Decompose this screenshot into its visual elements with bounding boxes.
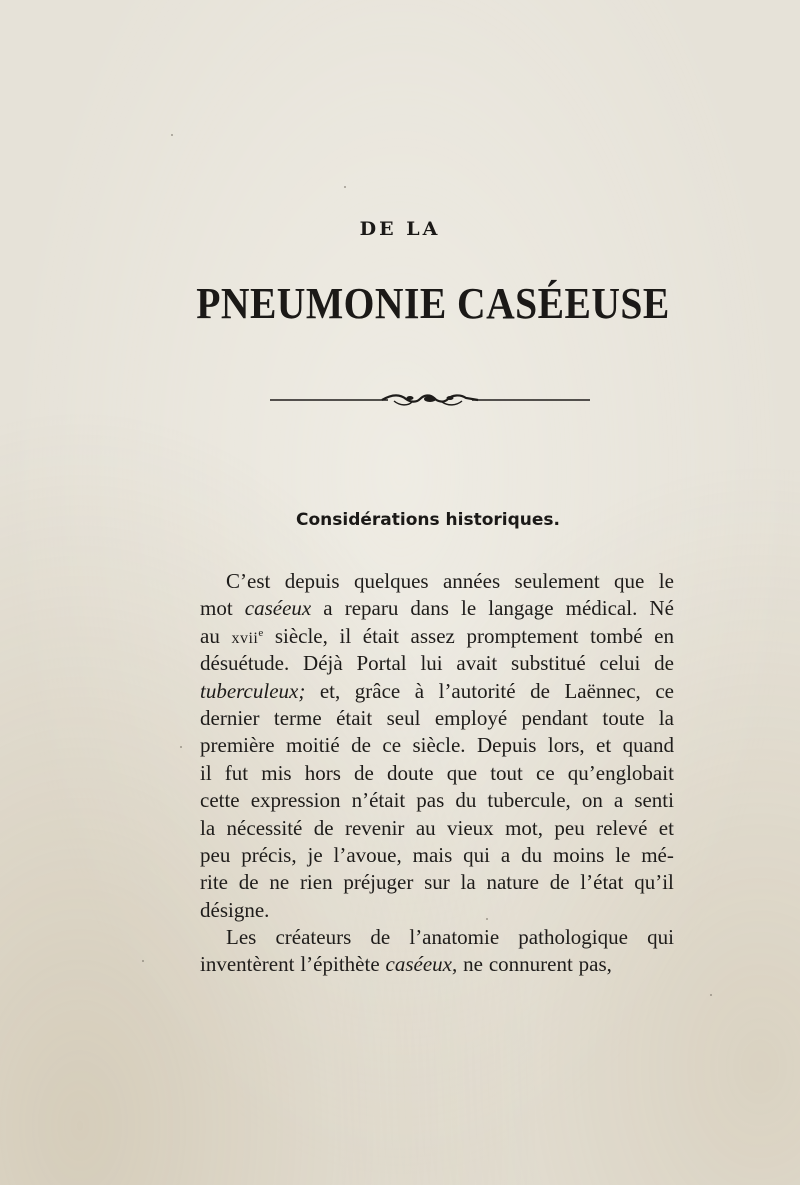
text-word: que xyxy=(614,569,645,593)
text-word: moins xyxy=(552,842,605,867)
text-word: de xyxy=(354,760,374,785)
text-word: a xyxy=(613,788,624,813)
text-word: créateurs xyxy=(275,925,352,950)
text-line xyxy=(200,678,674,705)
text-word: l’autorité xyxy=(438,678,516,703)
text-word: caséeux xyxy=(244,596,312,621)
text-word: lui xyxy=(420,651,443,676)
text-word: a xyxy=(323,596,333,621)
paper-speck xyxy=(171,134,173,136)
text-word: depuis xyxy=(284,569,340,593)
text-word: de xyxy=(238,870,259,895)
text-line xyxy=(200,842,674,869)
text-word: ce xyxy=(655,678,674,703)
text-word: mot, xyxy=(505,815,543,840)
text-word: du xyxy=(521,842,543,867)
text-word: on xyxy=(581,788,603,813)
text-word: toute xyxy=(602,705,645,730)
text-word: senti xyxy=(634,788,674,813)
paper-speck xyxy=(710,994,712,996)
text-word: Depuis xyxy=(476,733,537,758)
text-word: lors, xyxy=(547,733,585,758)
text-word: le xyxy=(461,596,477,621)
text-line xyxy=(200,650,674,677)
paper-speck xyxy=(180,746,182,748)
text-word: connurent xyxy=(488,952,573,977)
text-word: la xyxy=(460,870,476,895)
text-line xyxy=(200,897,674,924)
text-word: celui xyxy=(599,651,641,676)
text-word: seulement xyxy=(514,569,600,593)
text-word: quelques xyxy=(353,569,429,593)
text-word: rien xyxy=(299,870,333,895)
text-word: hors xyxy=(304,760,341,785)
text-word: le xyxy=(615,842,631,867)
ornament-rule-icon xyxy=(270,388,590,412)
text-word: moitié xyxy=(286,733,340,758)
text-word: dernier xyxy=(200,705,260,730)
text-word: l’anatomie xyxy=(409,925,500,950)
text-word: de xyxy=(313,815,334,840)
text-word: avait xyxy=(456,651,498,676)
text-word: Déjà xyxy=(303,651,343,676)
text-word: dans xyxy=(410,596,449,621)
text-word: était xyxy=(336,705,373,730)
text-word: quand xyxy=(622,733,674,758)
text-word: médical. xyxy=(565,596,638,621)
paper-speck xyxy=(142,960,144,962)
text-word: peu xyxy=(200,842,231,867)
text-word: et xyxy=(596,733,612,758)
text-word: pendant xyxy=(521,705,589,730)
paper-speck xyxy=(344,186,346,188)
text-word: préjuger xyxy=(343,870,414,895)
text-word: pathologique xyxy=(518,925,628,950)
body-text xyxy=(200,568,674,979)
text-word: l’épithète xyxy=(300,952,380,977)
text-word: siècle, xyxy=(274,623,328,648)
text-word: qu’il xyxy=(634,870,674,895)
text-word: de xyxy=(351,733,371,758)
header-main-title: PNEUMONIE CASÉEUSE xyxy=(196,279,670,328)
text-word: tubercule, xyxy=(487,788,571,813)
text-word: et, xyxy=(319,678,341,703)
text-word: employé xyxy=(434,705,508,730)
text-word: du xyxy=(455,788,477,813)
text-word: Portal xyxy=(356,651,407,676)
text-word: le xyxy=(658,569,674,593)
text-word: substitué xyxy=(511,651,586,676)
text-word: qu’englobait xyxy=(567,760,674,785)
text-word: tuberculeux; xyxy=(200,678,306,703)
text-word: Les xyxy=(226,925,257,950)
text-word: langage xyxy=(488,596,554,621)
text-word: de xyxy=(654,651,674,676)
text-line xyxy=(200,732,674,759)
section-title: Considérations historiques. xyxy=(296,510,560,530)
text-word: ne xyxy=(463,952,483,977)
text-line xyxy=(200,951,674,978)
text-word: au xyxy=(415,815,436,840)
text-word: n’était xyxy=(351,788,406,813)
text-word: il xyxy=(200,760,212,785)
text-word: peu xyxy=(554,815,585,840)
text-word: Laënnec, xyxy=(564,678,641,703)
text-word: de xyxy=(370,925,391,950)
text-word: inventèrent xyxy=(200,952,295,977)
text-word: mais xyxy=(412,842,453,867)
text-word: revenir xyxy=(344,815,405,840)
text-word: et xyxy=(658,815,674,840)
text-word: rite xyxy=(200,870,228,895)
text-line xyxy=(200,568,674,595)
text-word: reparu xyxy=(344,596,399,621)
header-small-title: DE LA xyxy=(359,218,441,240)
text-word: C’est xyxy=(226,569,271,593)
text-line xyxy=(200,787,674,814)
text-word: ce xyxy=(536,760,555,785)
text-line xyxy=(200,623,674,650)
text-word: nature xyxy=(486,870,539,895)
show-through-bleed xyxy=(205,150,625,570)
text-line xyxy=(200,705,674,732)
text-word: tombé xyxy=(590,623,643,648)
text-word: siècle. xyxy=(412,733,466,758)
text-word: de xyxy=(530,678,550,703)
text-word: première xyxy=(200,733,275,758)
text-word: à xyxy=(414,678,425,703)
text-word: pas xyxy=(416,788,445,813)
text-word: était xyxy=(362,623,399,648)
text-word: pas, xyxy=(578,952,612,977)
text-word: xvii$^e$ xyxy=(231,626,264,647)
text-word: mé- xyxy=(641,842,674,867)
text-word: mot xyxy=(200,596,233,621)
text-word: vieux xyxy=(447,815,494,840)
paper-speck xyxy=(486,918,488,920)
text-word: grâce xyxy=(354,678,401,703)
text-word: assez xyxy=(410,623,455,648)
text-word: l’état xyxy=(580,870,624,895)
text-word: qui xyxy=(647,925,674,950)
text-word: seul xyxy=(386,705,421,730)
text-word: Né xyxy=(649,596,674,621)
text-word: promptement xyxy=(466,623,579,648)
text-word: la xyxy=(200,815,216,840)
text-word: l’avoue, xyxy=(333,842,402,867)
text-word: nécessité xyxy=(226,815,303,840)
text-word: tout xyxy=(490,760,523,785)
text-word: années xyxy=(442,569,501,593)
text-word: désuétude. xyxy=(200,651,290,676)
text-line xyxy=(200,760,674,787)
text-word: précis, xyxy=(241,842,297,867)
text-word: je xyxy=(307,842,323,867)
text-word: cette xyxy=(200,788,240,813)
text-word: caséeux, xyxy=(385,952,458,977)
text-word: ce xyxy=(382,733,402,758)
text-word: en xyxy=(654,623,674,648)
text-line xyxy=(200,869,674,896)
text-line xyxy=(200,595,674,622)
text-word: qui xyxy=(463,842,491,867)
text-word: terme xyxy=(273,705,322,730)
text-word: mis xyxy=(261,760,292,785)
text-word: fut xyxy=(224,760,249,785)
text-word: ne xyxy=(269,870,290,895)
text-word: a xyxy=(500,842,511,867)
text-line xyxy=(200,815,674,842)
text-line xyxy=(200,924,674,951)
text-word: que xyxy=(446,760,478,785)
text-word: sur xyxy=(424,870,450,895)
text-word: de xyxy=(549,870,570,895)
text-word: la xyxy=(658,705,674,730)
text-word: désigne. xyxy=(200,897,270,922)
text-word: il xyxy=(339,623,352,648)
text-word: expression xyxy=(250,788,341,813)
text-word: doute xyxy=(386,760,434,785)
text-word: au xyxy=(200,623,220,648)
text-word: relevé xyxy=(596,815,648,840)
